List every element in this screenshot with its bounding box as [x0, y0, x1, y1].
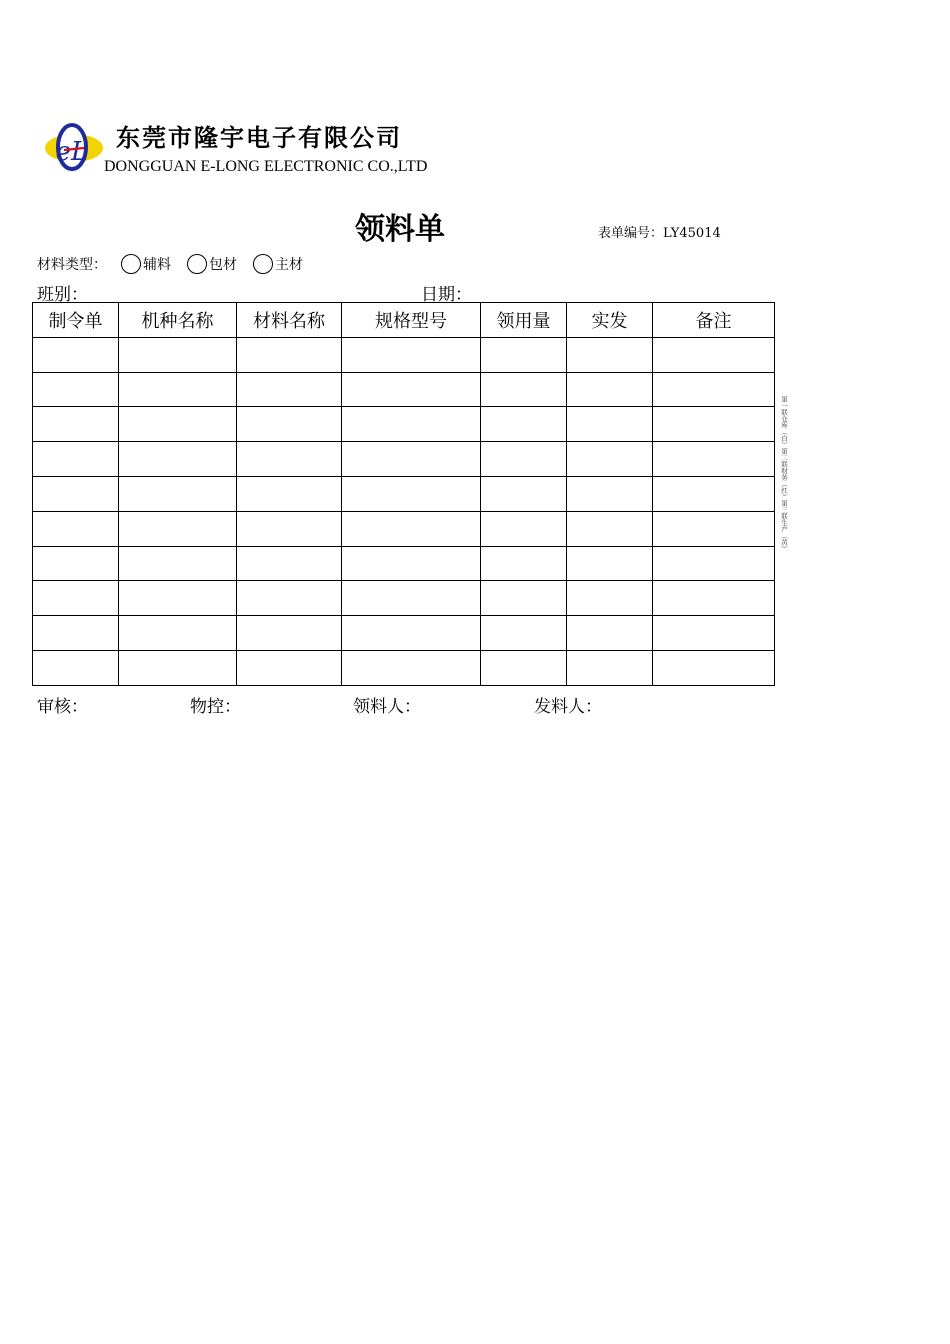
table-cell[interactable] [237, 337, 342, 372]
table-row [33, 407, 775, 442]
table-cell[interactable] [342, 650, 481, 685]
table-cell[interactable] [119, 546, 237, 581]
table-body [33, 337, 775, 685]
copy-distribution-note: 第一联仓库（白）第二联财务（红）第三联生产（黄） [780, 396, 788, 552]
column-header-qty: 领用量 [481, 303, 567, 338]
table-cell[interactable] [33, 476, 119, 511]
table-cell[interactable] [342, 337, 481, 372]
table-cell[interactable] [33, 511, 119, 546]
review-label: 审核： [37, 697, 88, 717]
table-cell[interactable] [653, 616, 775, 651]
column-header-material: 材料名称 [237, 303, 342, 338]
table-row [33, 476, 775, 511]
issuer-label: 发料人： [534, 697, 602, 717]
option-label: 包材 [209, 257, 237, 273]
table-row [33, 337, 775, 372]
table-cell[interactable] [119, 511, 237, 546]
table-cell[interactable] [653, 581, 775, 616]
radio-circle-icon[interactable] [187, 254, 207, 274]
radio-circle-icon[interactable] [121, 254, 141, 274]
table-cell[interactable] [237, 442, 342, 477]
table-cell[interactable] [237, 476, 342, 511]
table-cell[interactable] [481, 372, 567, 407]
table-cell[interactable] [119, 442, 237, 477]
table-cell[interactable] [237, 372, 342, 407]
table-cell[interactable] [342, 546, 481, 581]
table-cell[interactable] [481, 476, 567, 511]
column-header-spec: 规格型号 [342, 303, 481, 338]
form-title: 领料单 [355, 212, 445, 247]
table-cell[interactable] [567, 650, 653, 685]
table-cell[interactable] [33, 546, 119, 581]
table-cell[interactable] [653, 650, 775, 685]
table-cell[interactable] [237, 581, 342, 616]
table-row [33, 442, 775, 477]
table-cell[interactable] [33, 616, 119, 651]
table-cell[interactable] [653, 442, 775, 477]
material-control-label: 物控： [190, 697, 241, 717]
table-cell[interactable] [33, 372, 119, 407]
column-header-remark: 备注 [653, 303, 775, 338]
company-name-cn: 东莞市隆宇电子有限公司 [116, 124, 402, 152]
option-label: 辅料 [143, 257, 171, 273]
table-cell[interactable] [653, 372, 775, 407]
table-cell[interactable] [653, 511, 775, 546]
table-cell[interactable] [567, 337, 653, 372]
radio-circle-icon[interactable] [253, 254, 273, 274]
table-cell[interactable] [567, 476, 653, 511]
table-cell[interactable] [653, 546, 775, 581]
form-number: 表单编号：LY45014 [598, 226, 721, 241]
option-packaging[interactable] [187, 254, 237, 274]
table-cell[interactable] [567, 372, 653, 407]
table-cell[interactable] [119, 581, 237, 616]
material-type-row [37, 252, 319, 276]
table-cell[interactable] [119, 372, 237, 407]
table-cell[interactable] [342, 476, 481, 511]
table-cell[interactable] [567, 581, 653, 616]
table-cell[interactable] [342, 407, 481, 442]
table-cell[interactable] [567, 442, 653, 477]
table-row [33, 581, 775, 616]
table-cell[interactable] [653, 476, 775, 511]
company-name-en: DONGGUAN E-LONG ELECTRONIC CO.,LTD [104, 158, 428, 175]
table-cell[interactable] [237, 650, 342, 685]
table-cell[interactable] [33, 442, 119, 477]
receiver-label: 领料人： [353, 697, 421, 717]
column-header-order: 制令单 [33, 303, 119, 338]
table-cell[interactable] [481, 616, 567, 651]
table-cell[interactable] [119, 407, 237, 442]
table-cell[interactable] [119, 476, 237, 511]
table-cell[interactable] [481, 337, 567, 372]
table-cell[interactable] [653, 337, 775, 372]
option-auxiliary[interactable] [121, 254, 171, 274]
date-label: 日期： [421, 285, 472, 305]
column-header-model: 机种名称 [119, 303, 237, 338]
table-cell[interactable] [237, 546, 342, 581]
logo-letter: eL [55, 137, 89, 167]
table-cell[interactable] [342, 372, 481, 407]
table-cell[interactable] [33, 581, 119, 616]
table-cell[interactable] [342, 616, 481, 651]
table-header-row [33, 303, 775, 338]
table-cell[interactable] [237, 511, 342, 546]
table-cell[interactable] [342, 581, 481, 616]
requisition-table [32, 302, 775, 686]
table-cell[interactable] [481, 442, 567, 477]
table-cell[interactable] [481, 511, 567, 546]
table-cell[interactable] [237, 616, 342, 651]
table-cell[interactable] [119, 337, 237, 372]
table-cell[interactable] [567, 407, 653, 442]
table-row [33, 650, 775, 685]
company-logo [44, 118, 104, 176]
table-cell[interactable] [567, 546, 653, 581]
table-row [33, 511, 775, 546]
table-cell[interactable] [481, 650, 567, 685]
table-cell[interactable] [481, 546, 567, 581]
table-cell[interactable] [653, 407, 775, 442]
option-label: 主材 [275, 257, 303, 273]
table-row [33, 372, 775, 407]
shift-label: 班别： [37, 285, 88, 305]
table-cell[interactable] [33, 407, 119, 442]
table-cell[interactable] [33, 337, 119, 372]
table-cell[interactable] [119, 616, 237, 651]
table-cell[interactable] [119, 650, 237, 685]
table-cell[interactable] [33, 650, 119, 685]
column-header-issued: 实发 [567, 303, 653, 338]
table-cell[interactable] [567, 511, 653, 546]
table-cell[interactable] [567, 616, 653, 651]
option-main[interactable] [253, 254, 303, 274]
material-type-label: 材料类型： [37, 257, 107, 273]
table-cell[interactable] [481, 407, 567, 442]
table-row [33, 616, 775, 651]
table-row [33, 546, 775, 581]
table-cell[interactable] [342, 442, 481, 477]
table-cell[interactable] [237, 407, 342, 442]
table-cell[interactable] [342, 511, 481, 546]
table-cell[interactable] [481, 581, 567, 616]
